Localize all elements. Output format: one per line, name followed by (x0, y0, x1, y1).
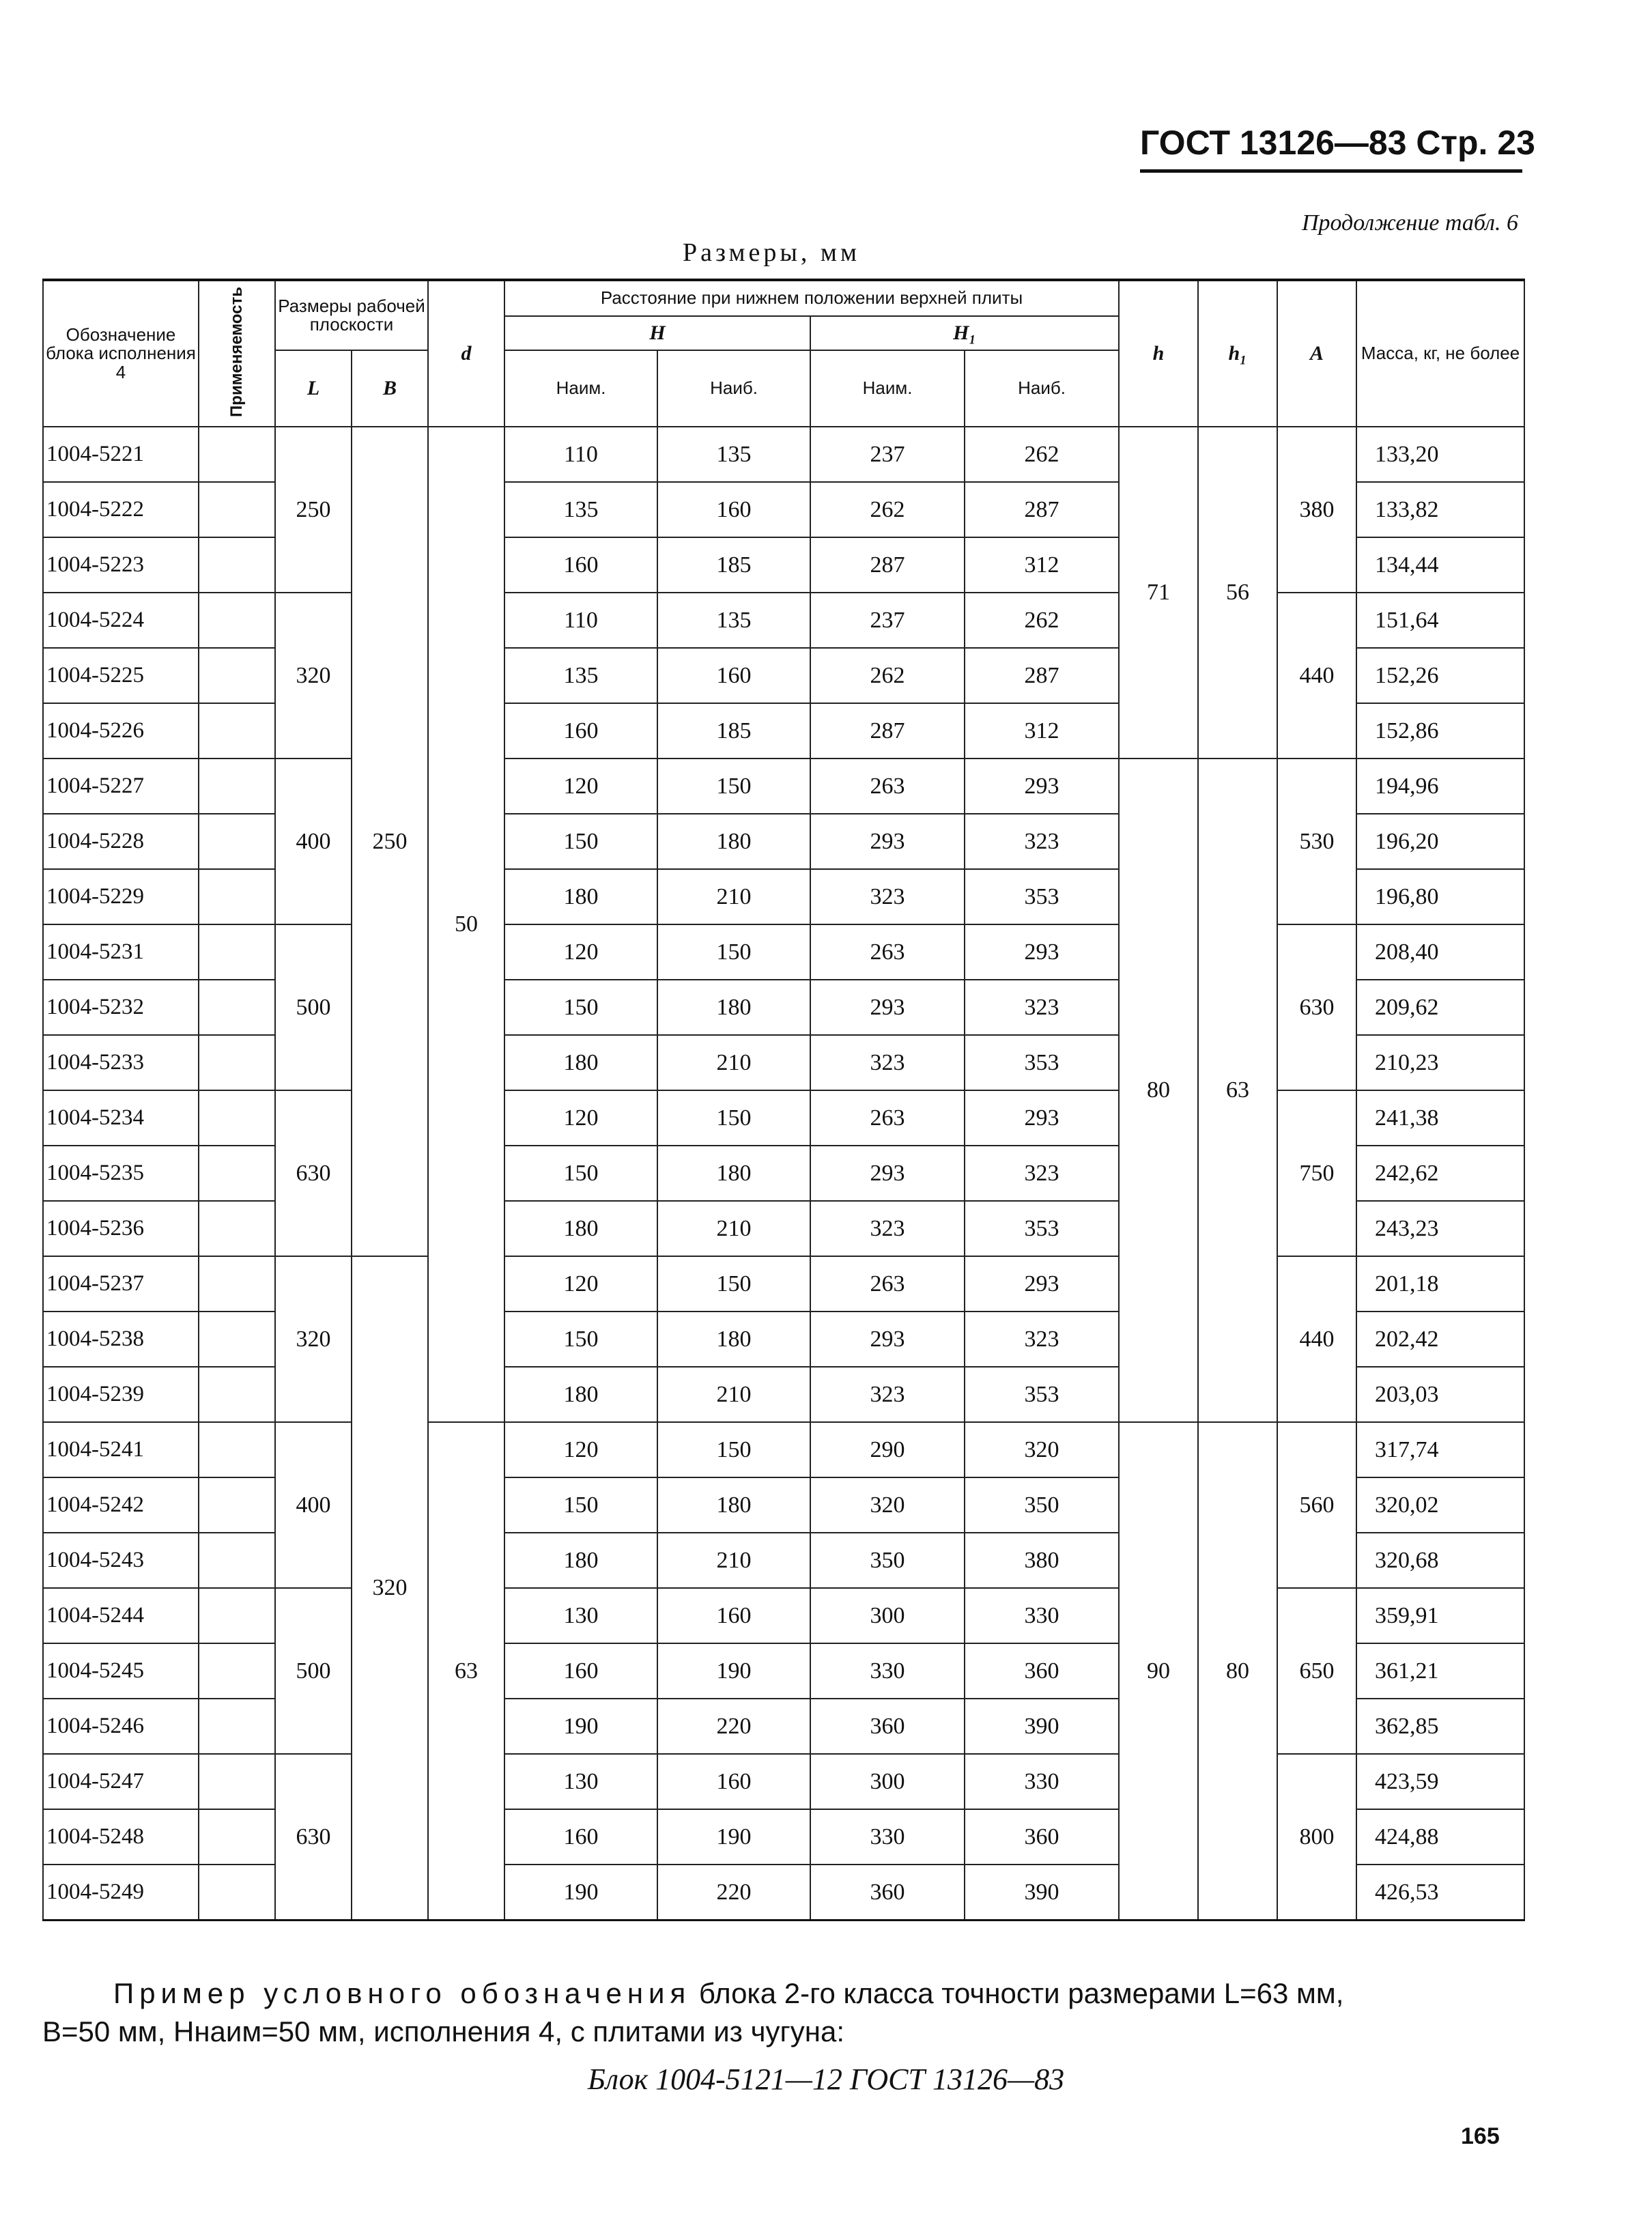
cell-h1-min: 320 (810, 1477, 965, 1533)
cell-h-min: 120 (504, 1422, 657, 1477)
cell-mass: 152,26 (1356, 648, 1524, 703)
cell-h-max: 180 (657, 1477, 810, 1533)
cell-h1-min: 293 (810, 1312, 965, 1367)
cell-h-min: 120 (504, 759, 657, 814)
cell-mass: 209,62 (1356, 980, 1524, 1035)
header-H-min: Наим. (504, 350, 657, 427)
cell-applicability (199, 1367, 275, 1422)
cell-applicability (199, 1477, 275, 1533)
cell-applicability (199, 814, 275, 869)
cell-h1-min: 323 (810, 1035, 965, 1090)
cell-h-max: 210 (657, 869, 810, 924)
cell-h-max: 190 (657, 1809, 810, 1865)
cell-h-min: 160 (504, 1809, 657, 1865)
cell-h1-max: 353 (965, 869, 1119, 924)
cell-h-max: 190 (657, 1643, 810, 1699)
cell-h1-min: 293 (810, 1146, 965, 1201)
cell-h1-max: 353 (965, 1367, 1119, 1422)
cell-h-max: 150 (657, 1090, 810, 1146)
cell-group-h: 90 (1119, 1422, 1198, 1921)
cell-h-max: 180 (657, 980, 810, 1035)
cell-mass: 196,80 (1356, 869, 1524, 924)
cell-h-min: 110 (504, 593, 657, 648)
cell-h1-max: 390 (965, 1699, 1119, 1754)
cell-h1-max: 293 (965, 924, 1119, 980)
cell-h-max: 180 (657, 1146, 810, 1201)
cell-group-a: 380 (1277, 427, 1356, 593)
cell-h-min: 180 (504, 869, 657, 924)
cell-h1-min: 262 (810, 648, 965, 703)
cell-h1-min: 360 (810, 1699, 965, 1754)
cell-h1-min: 300 (810, 1588, 965, 1643)
cell-h1-min: 263 (810, 759, 965, 814)
table-row (43, 593, 1524, 648)
cell-applicability (199, 1035, 275, 1090)
cell-group-a: 560 (1277, 1422, 1356, 1588)
cell-applicability (199, 703, 275, 759)
cell-h-min: 160 (504, 537, 657, 593)
cell-group-a: 750 (1277, 1090, 1356, 1256)
cell-h1-max: 320 (965, 1422, 1119, 1477)
table-row (43, 1090, 1524, 1146)
cell-group-a: 800 (1277, 1754, 1356, 1921)
cell-h1-max: 287 (965, 482, 1119, 537)
table-row (43, 1588, 1524, 1643)
table-row (43, 759, 1524, 814)
cell-applicability (199, 1312, 275, 1367)
cell-designation: 1004-5249 (43, 1865, 199, 1921)
header-mass: Масса, кг, не более (1356, 280, 1524, 427)
cell-applicability (199, 1422, 275, 1477)
cell-h-max: 180 (657, 1312, 810, 1367)
cell-h-min: 120 (504, 1256, 657, 1312)
table-continuation-label: Продолжение табл. 6 (1301, 210, 1518, 236)
cell-applicability (199, 1256, 275, 1312)
cell-h-max: 150 (657, 1256, 810, 1312)
cell-h-min: 130 (504, 1754, 657, 1809)
cell-h-max: 210 (657, 1367, 810, 1422)
cell-designation: 1004-5247 (43, 1754, 199, 1809)
cell-designation: 1004-5232 (43, 980, 199, 1035)
cell-designation: 1004-5225 (43, 648, 199, 703)
cell-designation: 1004-5221 (43, 427, 199, 482)
cell-mass: 241,38 (1356, 1090, 1524, 1146)
cell-h1-max: 312 (965, 537, 1119, 593)
header-H: H (504, 316, 810, 350)
cell-mass: 424,88 (1356, 1809, 1524, 1865)
cell-b: 320 (352, 1256, 428, 1921)
cell-h1-min: 287 (810, 703, 965, 759)
cell-h-max: 135 (657, 427, 810, 482)
cell-l: 500 (275, 1588, 352, 1754)
cell-h1-max: 262 (965, 427, 1119, 482)
cell-h-min: 180 (504, 1035, 657, 1090)
cell-h1-max: 380 (965, 1533, 1119, 1588)
cell-h-max: 180 (657, 814, 810, 869)
cell-h-min: 135 (504, 482, 657, 537)
cell-h-max: 185 (657, 537, 810, 593)
table-row (43, 1754, 1524, 1809)
cell-h1-max: 293 (965, 1090, 1119, 1146)
cell-h-min: 150 (504, 1146, 657, 1201)
cell-designation: 1004-5241 (43, 1422, 199, 1477)
cell-applicability (199, 869, 275, 924)
cell-h-min: 190 (504, 1865, 657, 1921)
table-body (43, 427, 1524, 1921)
cell-l: 320 (275, 593, 352, 759)
cell-h-max: 160 (657, 482, 810, 537)
cell-h1-max: 312 (965, 703, 1119, 759)
example-lead: Пример условного обозначения (113, 1977, 692, 2009)
cell-h1-min: 323 (810, 1201, 965, 1256)
cell-h1-min: 323 (810, 1367, 965, 1422)
cell-applicability (199, 1754, 275, 1809)
cell-designation: 1004-5243 (43, 1533, 199, 1588)
cell-mass: 362,85 (1356, 1699, 1524, 1754)
cell-designation: 1004-5237 (43, 1256, 199, 1312)
cell-applicability (199, 924, 275, 980)
cell-h-max: 210 (657, 1035, 810, 1090)
cell-h1-max: 262 (965, 593, 1119, 648)
cell-designation: 1004-5227 (43, 759, 199, 814)
cell-h1-max: 330 (965, 1754, 1119, 1809)
cell-h1-min: 263 (810, 1090, 965, 1146)
cell-h-min: 180 (504, 1201, 657, 1256)
cell-h-max: 210 (657, 1201, 810, 1256)
cell-l: 630 (275, 1754, 352, 1921)
header-B: B (352, 350, 428, 427)
cell-h1-max: 293 (965, 759, 1119, 814)
cell-h1-min: 293 (810, 980, 965, 1035)
cell-h1-min: 287 (810, 537, 965, 593)
cell-h1-min: 290 (810, 1422, 965, 1477)
cell-designation: 1004-5248 (43, 1809, 199, 1865)
cell-h-min: 135 (504, 648, 657, 703)
cell-designation: 1004-5239 (43, 1367, 199, 1422)
cell-applicability (199, 1643, 275, 1699)
cell-group-h: 71 (1119, 427, 1198, 759)
cell-applicability (199, 1588, 275, 1643)
gost-page-header: ГОСТ 13126—83 Стр. 23 (1140, 123, 1522, 173)
cell-group-a: 650 (1277, 1588, 1356, 1754)
cell-l: 320 (275, 1256, 352, 1422)
cell-h1-max: 390 (965, 1865, 1119, 1921)
cell-h-max: 150 (657, 924, 810, 980)
cell-applicability (199, 1865, 275, 1921)
cell-group-a: 630 (1277, 924, 1356, 1090)
cell-h-max: 160 (657, 1754, 810, 1809)
cell-designation: 1004-5246 (43, 1699, 199, 1754)
cell-designation: 1004-5226 (43, 703, 199, 759)
cell-h1-min: 350 (810, 1533, 965, 1588)
cell-applicability (199, 1699, 275, 1754)
cell-h1-min: 237 (810, 427, 965, 482)
header-applicability-label: Применяемость (227, 286, 246, 417)
cell-h-min: 150 (504, 814, 657, 869)
cell-h1-min: 360 (810, 1865, 965, 1921)
cell-mass: 133,82 (1356, 482, 1524, 537)
cell-h-min: 130 (504, 1588, 657, 1643)
cell-h1-max: 353 (965, 1201, 1119, 1256)
cell-h-min: 150 (504, 1477, 657, 1533)
cell-h-min: 120 (504, 1090, 657, 1146)
cell-designation: 1004-5235 (43, 1146, 199, 1201)
cell-h1-max: 323 (965, 1146, 1119, 1201)
cell-mass: 320,02 (1356, 1477, 1524, 1533)
cell-h1-max: 330 (965, 1588, 1119, 1643)
cell-designation: 1004-5233 (43, 1035, 199, 1090)
cell-designation: 1004-5242 (43, 1477, 199, 1533)
header-d: d (428, 280, 504, 427)
header-distance: Расстояние при нижнем положении верхней плиты (504, 280, 1119, 316)
cell-h-min: 150 (504, 980, 657, 1035)
cell-h1-min: 330 (810, 1643, 965, 1699)
cell-mass: 426,53 (1356, 1865, 1524, 1921)
header-L: L (275, 350, 352, 427)
cell-h1-min: 263 (810, 1256, 965, 1312)
cell-h-min: 180 (504, 1367, 657, 1422)
table-row (43, 1256, 1524, 1312)
cell-group-h1: 80 (1198, 1422, 1277, 1921)
table-row (43, 1422, 1524, 1477)
cell-mass: 194,96 (1356, 759, 1524, 814)
cell-l: 500 (275, 924, 352, 1090)
cell-d: 50 (428, 427, 504, 1422)
cell-group-a: 440 (1277, 593, 1356, 759)
cell-h-max: 220 (657, 1699, 810, 1754)
cell-mass: 208,40 (1356, 924, 1524, 980)
cell-applicability (199, 1533, 275, 1588)
cell-applicability (199, 1809, 275, 1865)
cell-h-max: 160 (657, 1588, 810, 1643)
cell-designation: 1004-5229 (43, 869, 199, 924)
cell-h-min: 190 (504, 1699, 657, 1754)
cell-designation: 1004-5245 (43, 1643, 199, 1699)
table-row (43, 427, 1524, 482)
cell-applicability (199, 1090, 275, 1146)
cell-l: 400 (275, 1422, 352, 1588)
cell-h-min: 160 (504, 703, 657, 759)
cell-h1-max: 287 (965, 648, 1119, 703)
header-H1-min: Наим. (810, 350, 965, 427)
cell-h-min: 110 (504, 427, 657, 482)
cell-designation: 1004-5228 (43, 814, 199, 869)
cell-mass: 359,91 (1356, 1588, 1524, 1643)
cell-mass: 202,42 (1356, 1312, 1524, 1367)
cell-applicability (199, 759, 275, 814)
header-H1-max: Наиб. (965, 350, 1119, 427)
cell-h-max: 160 (657, 648, 810, 703)
cell-mass: 361,21 (1356, 1643, 1524, 1699)
page-number: 165 (1461, 2123, 1500, 2149)
cell-h1-min: 323 (810, 869, 965, 924)
cell-mass: 152,86 (1356, 703, 1524, 759)
cell-mass: 203,03 (1356, 1367, 1524, 1422)
header-h: h (1119, 280, 1198, 427)
example-designation: Блок 1004-5121—12 ГОСТ 13126—83 (587, 2063, 1065, 2096)
cell-group-h1: 56 (1198, 427, 1277, 759)
cell-mass: 317,74 (1356, 1422, 1524, 1477)
example-line-2: B=50 мм, Hнаим=50 мм, исполнения 4, с плитами из чугуна: (42, 2015, 845, 2047)
cell-mass: 196,20 (1356, 814, 1524, 869)
cell-h-max: 150 (657, 1422, 810, 1477)
cell-h1-max: 323 (965, 1312, 1119, 1367)
cell-mass: 151,64 (1356, 593, 1524, 648)
cell-h1-max: 350 (965, 1477, 1119, 1533)
dimensions-table (42, 279, 1525, 1921)
cell-designation: 1004-5234 (43, 1090, 199, 1146)
cell-mass: 201,18 (1356, 1256, 1524, 1312)
cell-applicability (199, 482, 275, 537)
cell-designation: 1004-5236 (43, 1201, 199, 1256)
cell-h1-min: 262 (810, 482, 965, 537)
cell-mass: 243,23 (1356, 1201, 1524, 1256)
cell-designation: 1004-5222 (43, 482, 199, 537)
cell-mass: 210,23 (1356, 1035, 1524, 1090)
cell-h1-max: 293 (965, 1256, 1119, 1312)
cell-b: 250 (352, 427, 428, 1256)
cell-h-min: 150 (504, 1312, 657, 1367)
cell-h-max: 185 (657, 703, 810, 759)
cell-h1-min: 300 (810, 1754, 965, 1809)
cell-applicability (199, 980, 275, 1035)
cell-mass: 423,59 (1356, 1754, 1524, 1809)
header-designation: Обозначение блока исполнения 4 (43, 280, 199, 427)
header-a: A (1277, 280, 1356, 427)
cell-h1-max: 323 (965, 814, 1119, 869)
cell-applicability (199, 537, 275, 593)
cell-h-max: 150 (657, 759, 810, 814)
cell-mass: 133,20 (1356, 427, 1524, 482)
cell-h-min: 120 (504, 924, 657, 980)
cell-h1-max: 353 (965, 1035, 1119, 1090)
cell-group-a: 440 (1277, 1256, 1356, 1422)
cell-mass: 134,44 (1356, 537, 1524, 593)
cell-designation: 1004-5244 (43, 1588, 199, 1643)
cell-d: 63 (428, 1422, 504, 1921)
header-H1: H₁ (810, 316, 1119, 350)
example-line-1 (42, 1974, 1524, 2013)
cell-h-max: 210 (657, 1533, 810, 1588)
cell-h-max: 135 (657, 593, 810, 648)
cell-applicability (199, 648, 275, 703)
cell-l: 250 (275, 427, 352, 593)
table-row (43, 924, 1524, 980)
cell-h1-min: 237 (810, 593, 965, 648)
cell-h-min: 180 (504, 1533, 657, 1588)
cell-group-h1: 63 (1198, 759, 1277, 1422)
cell-h1-min: 263 (810, 924, 965, 980)
cell-h1-min: 293 (810, 814, 965, 869)
cell-applicability (199, 593, 275, 648)
cell-h-max: 220 (657, 1865, 810, 1921)
cell-mass: 320,68 (1356, 1533, 1524, 1588)
cell-h1-min: 330 (810, 1809, 965, 1865)
cell-designation: 1004-5223 (43, 537, 199, 593)
example-paragraph (42, 1974, 1524, 2051)
cell-h1-max: 360 (965, 1809, 1119, 1865)
header-applicability (199, 280, 275, 427)
header-work-plane: Размеры рабочей плоскости (275, 280, 428, 350)
header-H-max: Наиб. (657, 350, 810, 427)
cell-applicability (199, 1201, 275, 1256)
cell-mass: 242,62 (1356, 1146, 1524, 1201)
cell-group-a: 530 (1277, 759, 1356, 924)
example-text-1: блока 2-го класса точности размерами L=63 мм, (698, 1977, 1344, 2009)
cell-h1-max: 323 (965, 980, 1119, 1035)
header-h1: h₁ (1198, 280, 1277, 427)
cell-applicability (199, 427, 275, 482)
cell-designation: 1004-5238 (43, 1312, 199, 1367)
cell-group-h: 80 (1119, 759, 1198, 1422)
cell-l: 400 (275, 759, 352, 924)
cell-l: 630 (275, 1090, 352, 1256)
cell-h-min: 160 (504, 1643, 657, 1699)
cell-applicability (199, 1146, 275, 1201)
cell-h1-max: 360 (965, 1643, 1119, 1699)
dimensions-caption: Размеры, мм (682, 238, 860, 267)
cell-designation: 1004-5224 (43, 593, 199, 648)
cell-designation: 1004-5231 (43, 924, 199, 980)
